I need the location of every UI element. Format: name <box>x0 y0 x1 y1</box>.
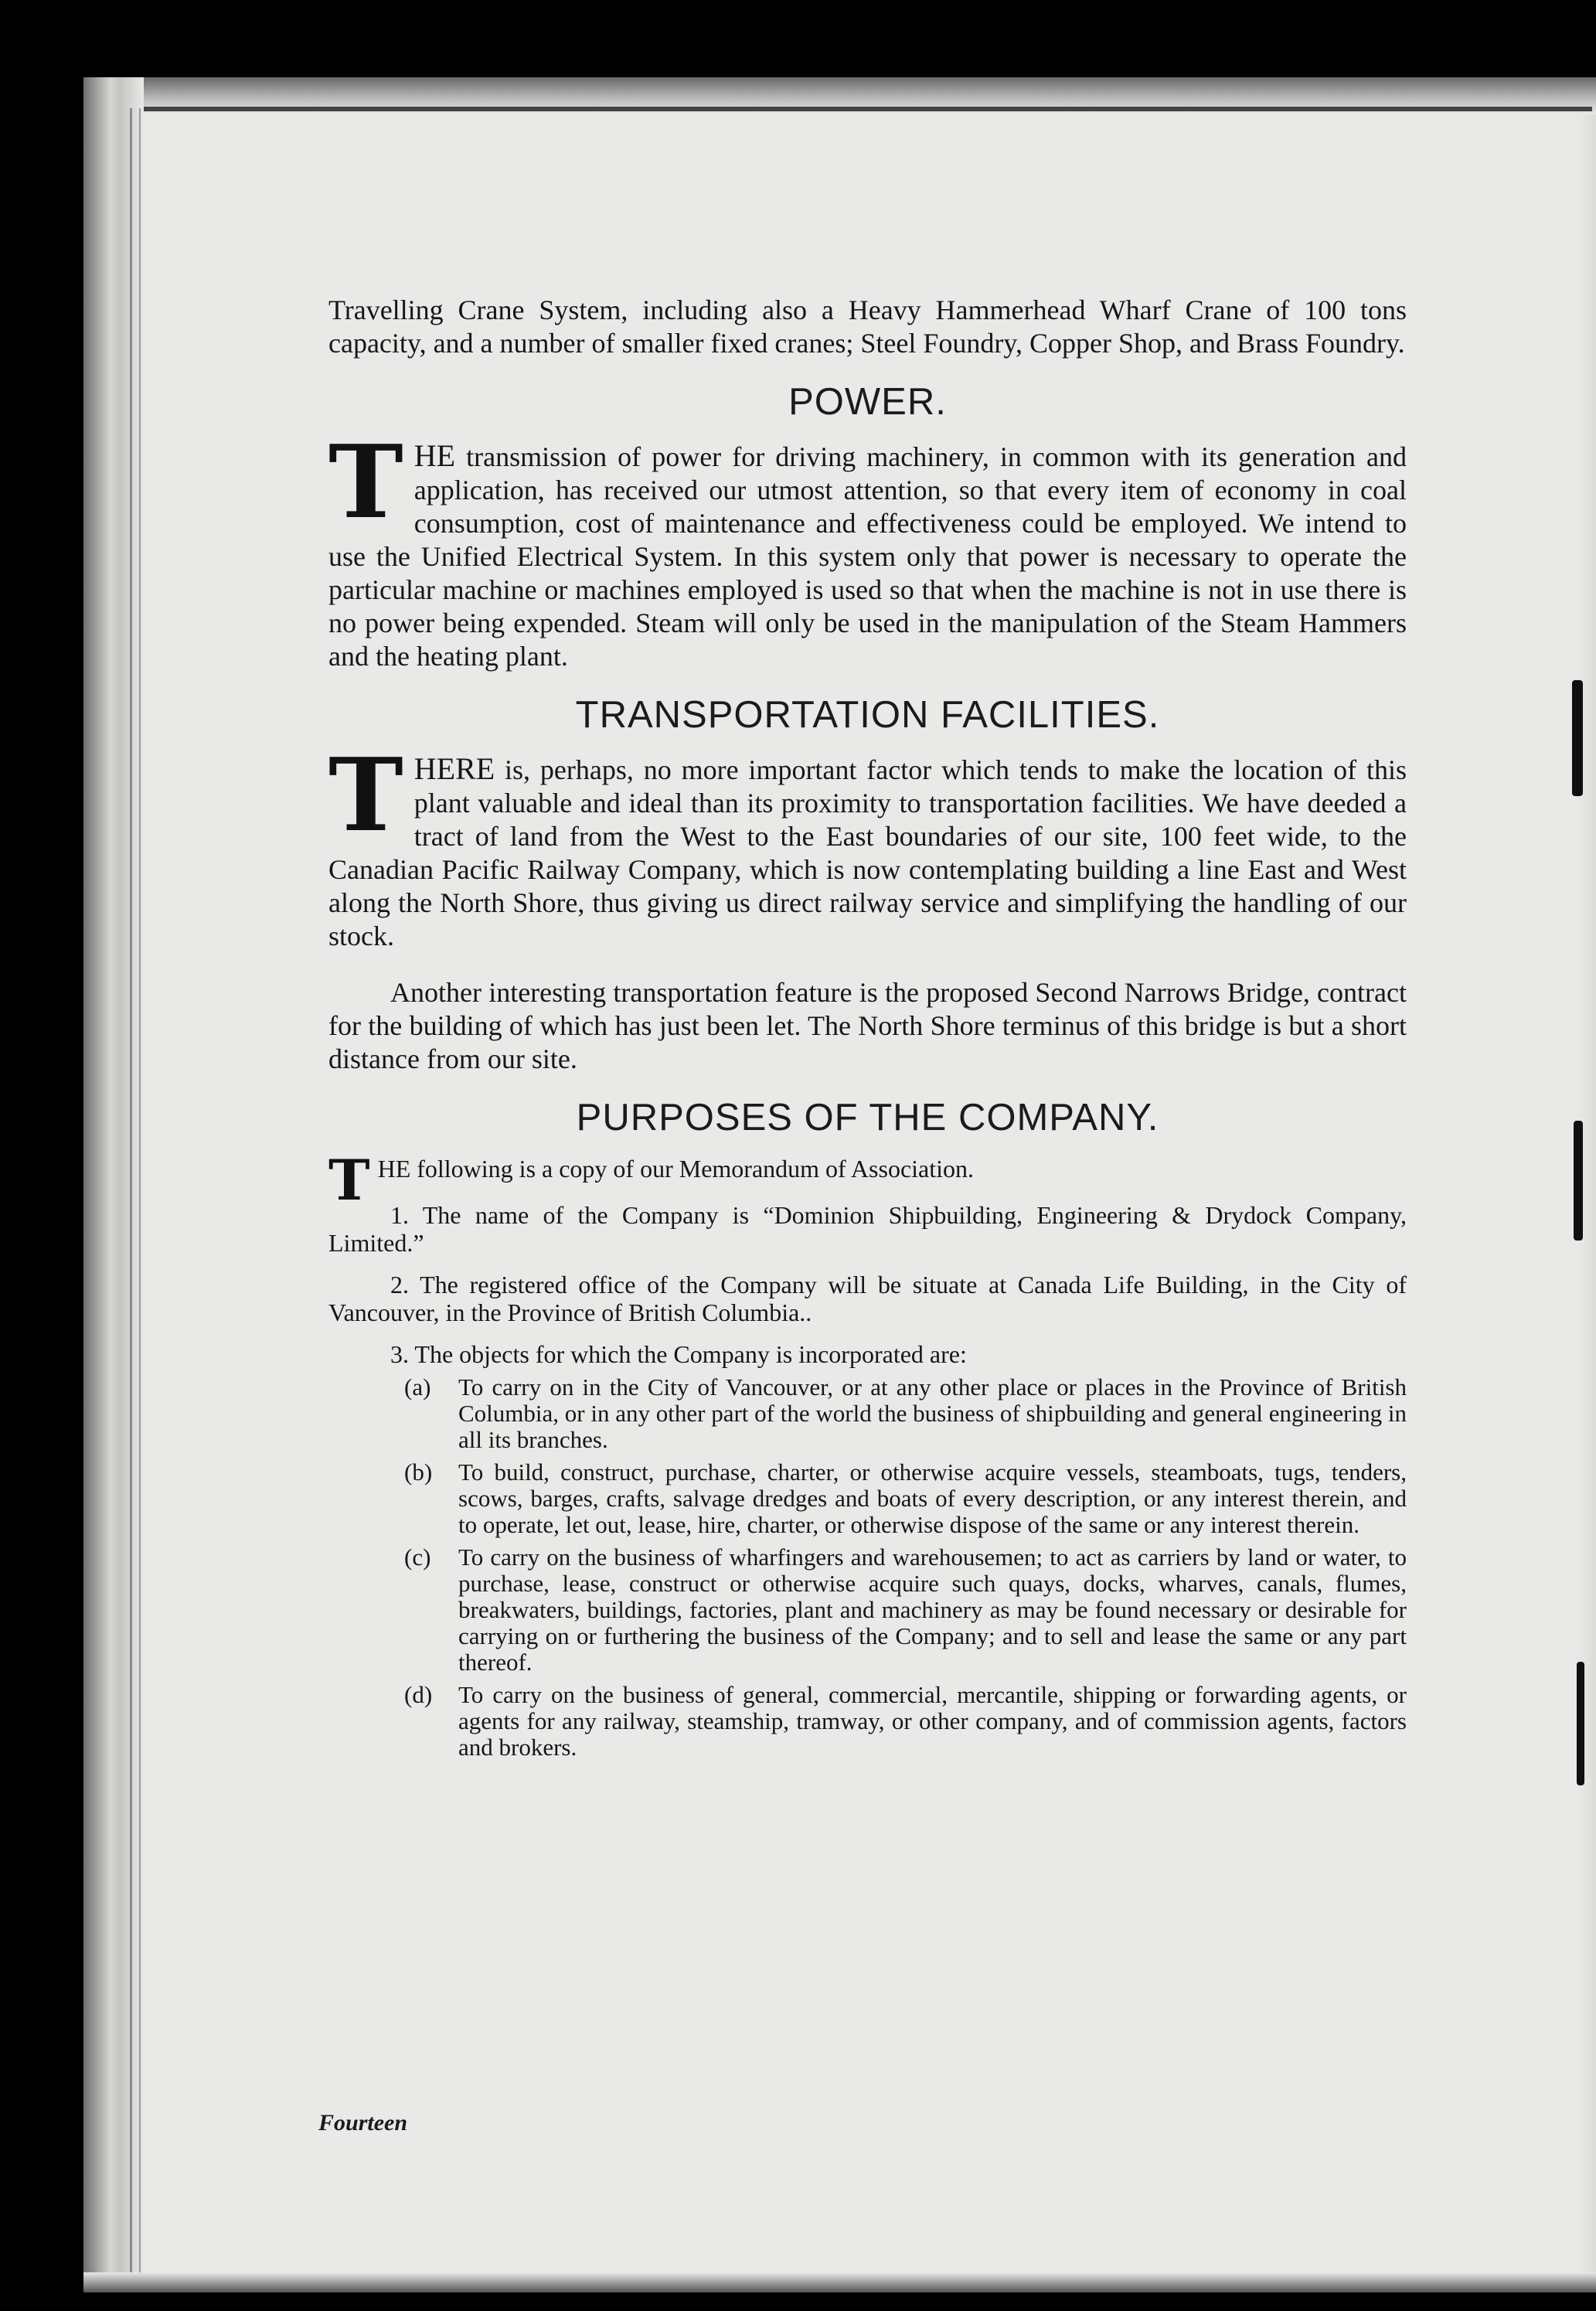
transportation-body: is, perhaps, no more important factor which tends to make the location of this plant valuable and ideal than its proximity to transportation facilities. We have deeded a tract of land from the West to the East boundaries of our site, 100 feet wide, to the Canadian Pacific Railway Company, which is now contemplating building a line East and West along the North Shore, thus giving us direct railway service and simplifying the handling of our stock. <box>328 754 1407 951</box>
transportation-paragraph <box>328 736 1407 953</box>
purposes-intro <box>328 1147 1407 1213</box>
cap-rest: HERE <box>413 751 495 786</box>
memorandum-item: 3. The objects for which the Company is incorporated are: <box>390 1340 967 1368</box>
scan-mark <box>1572 680 1583 796</box>
object-text: To carry on the business of wharfingers and warehousemen; to act as carriers by land or water, to purchase, lease, construct or otherwise acquire such quays, docks, wharves, canals, flumes, breakwaters, buildings, factories, plant and machinery as may be found necessary or desirable for carrying on or furthering the business of the Company; and to sell and lease the same or any part thereof. <box>458 1544 1407 1676</box>
drop-cap: T <box>328 1147 370 1213</box>
object-label: (a) <box>404 1373 431 1401</box>
page-number: Fourteen <box>318 2110 408 2136</box>
power-paragraph <box>328 423 1407 673</box>
object-text: To build, construct, purchase, charter, or otherwise acquire vessels, steamboats, tugs, tenders, scows, barges, crafts, salvage dredges and boats of every description, or any interest therein, and to operate, let out, lease, hire, charter, or otherwise dispose of the same or any interest therein. <box>458 1458 1407 1538</box>
power-body: transmission of power for driving machinery, in common with its generation and application, has received our utmost attention, so that every item of economy in coal consumption, cost of maintenance and effectiveness could be employed. We intend to use the Unified Electrical System. In this system only that power is necessary to operate the particular machine or machines employed is used so that when the machine is not in use there is no power being expended. Steam will only be used in the manipulation of the Steam Hammers and the heating plant. <box>328 441 1407 672</box>
purposes-intro-text: following is a copy of our Memorandum of Association. <box>410 1155 975 1183</box>
intro-paragraph: Travelling Crane System, including also a Heavy Hammerhead Wharf Crane of 100 tons capacity, and a number of smaller fixed cranes; Steel Foundry, Copper Shop, and Brass Foundry. <box>328 294 1407 359</box>
binding-rule <box>130 108 132 2272</box>
page-binding-edge <box>83 77 144 2292</box>
object-label: (b) <box>404 1458 433 1486</box>
object-text: To carry on in the City of Vancouver, or at any other place or places in the Province of British Columbia, or in any other part of the world the business of shipbuilding and general engineering in all its branches. <box>458 1373 1407 1453</box>
drop-cap: T <box>328 423 403 541</box>
cap-rest: HE <box>413 438 456 473</box>
scan-mark <box>1577 1662 1584 1785</box>
binding-rule <box>139 108 141 2272</box>
object-item <box>404 1544 1407 1676</box>
page-bottom-edge <box>83 2272 1596 2292</box>
object-item <box>404 1459 1407 1538</box>
scan-mark <box>1574 1121 1583 1241</box>
transportation-heading: TRANSPORTATION FACILITIES. <box>575 694 1160 736</box>
bridge-paragraph: Another interesting transportation feature is the proposed Second Narrows Bridge, contract for the building of which has just been let. The North Shore terminus of this bridge is but a short distance from our site. <box>328 977 1407 1074</box>
object-item <box>404 1374 1407 1453</box>
page-content <box>328 294 1407 1761</box>
object-item <box>404 1682 1407 1761</box>
drop-cap: T <box>328 736 403 854</box>
memorandum-item: 2. The registered office of the Company will be situate at Canada Life Building, in the City of Vancouver, in the Province of British Columbia.. <box>328 1271 1407 1326</box>
object-label: (d) <box>404 1681 433 1708</box>
purposes-heading: PURPOSES OF THE COMPANY. <box>576 1097 1159 1138</box>
object-label: (c) <box>404 1544 431 1571</box>
object-text: To carry on the business of general, commercial, mercantile, shipping or forwarding agents, or agents for any railway, steamship, tramway, or other company, and of commission agents, factors and brokers. <box>458 1681 1407 1761</box>
cap-rest: HE <box>377 1155 411 1183</box>
top-rule <box>120 107 1592 111</box>
memorandum-item: 1. The name of the Company is “Dominion Shipbuilding, Engineering & Drydock Company, Limited.” <box>328 1201 1407 1257</box>
power-heading: POWER. <box>788 381 947 423</box>
